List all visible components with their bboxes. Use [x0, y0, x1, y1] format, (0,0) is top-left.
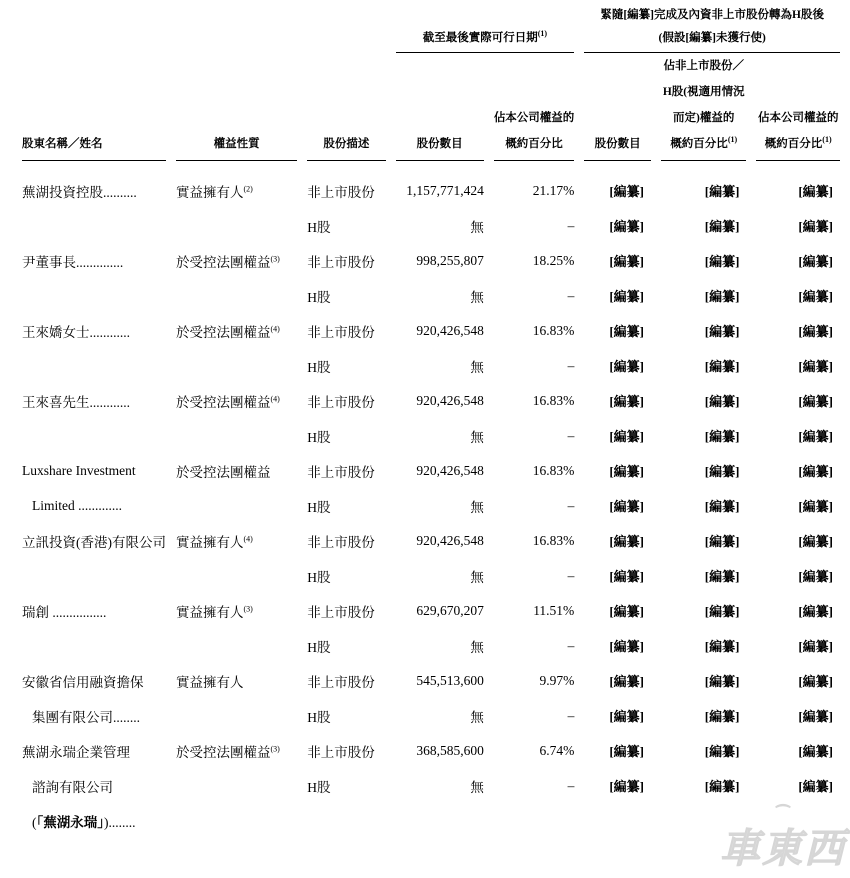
- cell-post-pct-total: [編纂]: [798, 674, 833, 689]
- cell-share-count: 無: [470, 219, 484, 235]
- cell-post-share-count: [編纂]: [609, 779, 645, 794]
- col-header-share-count-post: 股份數目: [584, 53, 651, 161]
- cell-post-share-count: [編纂]: [609, 744, 645, 759]
- cell-post-pct-class: [編纂]: [704, 709, 740, 724]
- cell-post-pct-class: [編纂]: [704, 499, 740, 514]
- nature-footnote: (4): [243, 534, 253, 543]
- cell-post-share-count: [編纂]: [609, 324, 645, 339]
- cell-share-count: 920,426,548: [416, 462, 484, 478]
- cell-post-pct-class: [編纂]: [704, 324, 740, 339]
- table-row: [22, 803, 840, 838]
- cell-post-share-count: [編纂]: [609, 429, 645, 444]
- cell-shareholder-name: 安徽省信用融資擔保: [22, 674, 144, 690]
- cell-shareholder-name: 諮詢有限公司: [32, 779, 113, 795]
- cell-post-share-count: [編纂]: [609, 184, 645, 199]
- table-row: [22, 348, 840, 383]
- cell-shareholder-name: (「蕪湖永瑞」)........: [32, 814, 136, 830]
- col-header-pct-total-post: 佔本公司權益的 概約百分比$^{(1)}$: [756, 53, 840, 161]
- table-row: [22, 208, 840, 243]
- cell-post-pct-class: [編纂]: [704, 674, 740, 689]
- cell-share-description: [307, 803, 385, 838]
- cell-share-description: H股: [307, 499, 331, 515]
- cell-share-description: 非上市股份: [307, 674, 375, 690]
- cell-post-share-count: [編纂]: [609, 464, 645, 479]
- watermark-text: 車東西: [720, 826, 846, 871]
- cell-shareholder-name: 蕪湖永瑞企業管理: [22, 744, 130, 760]
- cell-shareholder-name: [22, 628, 166, 663]
- pct-class-footnote: (1): [727, 135, 738, 145]
- cell-nature-of-interest: [176, 558, 297, 593]
- cell-nature-of-interest: [176, 348, 297, 383]
- cell-post-share-count: [編纂]: [609, 639, 645, 654]
- cell-pct: 6.74%: [539, 742, 575, 758]
- table-row: [22, 558, 840, 593]
- cell-nature-of-interest: [176, 803, 297, 838]
- cell-post-share-count: [編纂]: [609, 254, 645, 269]
- cell-nature-of-interest: [176, 628, 297, 663]
- nature-footnote: (3): [270, 254, 280, 263]
- cell-post-pct-class: [編纂]: [704, 289, 740, 304]
- cell-share-count: 無: [470, 639, 484, 655]
- cell-post-pct-total: [編纂]: [798, 639, 833, 654]
- cell-nature-of-interest: 於受控法團權益$^{(3)}$: [176, 744, 280, 760]
- cell-post-pct-total: [編纂]: [798, 709, 833, 724]
- cell-share-description: 非上市股份: [307, 604, 375, 620]
- cell-pct: 16.83%: [532, 392, 575, 408]
- cell-pct: –: [567, 777, 575, 793]
- cell-post-pct-total: [編纂]: [798, 254, 833, 269]
- cell-post-share-count: [編纂]: [609, 219, 645, 234]
- cell-share-count: 920,426,548: [416, 392, 484, 408]
- cell-post-pct-total: [編纂]: [798, 569, 833, 584]
- col-header-pct-class-post: 佔非上市股份／ H股(視適用情況 而定)權益的 概約百分比$^{(1)}$: [661, 53, 746, 161]
- cell-post-share-count: [編纂]: [609, 709, 645, 724]
- cell-post-pct-class: [編纂]: [704, 464, 740, 479]
- cell-pct: –: [567, 217, 575, 233]
- cell-share-count: 920,426,548: [416, 532, 484, 548]
- cell-share-description: H股: [307, 639, 331, 655]
- cell-pct: 16.83%: [532, 462, 575, 478]
- cell-post-pct-class: [編纂]: [704, 534, 740, 549]
- cell-post-pct-total: [編纂]: [798, 289, 833, 304]
- cell-share-count: 無: [470, 289, 484, 305]
- cell-shareholder-name: [22, 278, 166, 313]
- cell-share-count: 998,255,807: [416, 252, 484, 268]
- cell-share-description: H股: [307, 359, 331, 375]
- cell-nature-of-interest: [176, 698, 297, 733]
- shareholding-table: [12, 4, 850, 838]
- nature-footnote: (4): [270, 324, 280, 333]
- cell-pct: –: [567, 427, 575, 443]
- group-header-current-footnote: (1): [537, 29, 548, 39]
- group-header-post-line2: (假設[編纂]未獲行使): [658, 32, 766, 44]
- col-header-shareholder-name: 股東名稱／姓名: [22, 53, 166, 161]
- table-row: [22, 383, 840, 418]
- cell-share-count: 1,157,771,424: [406, 182, 484, 198]
- cell-shareholder-name: 瑞創 ................: [22, 604, 107, 620]
- cell-shareholder-name: 集團有限公司........: [32, 709, 140, 725]
- cell-share-description: H股: [307, 429, 331, 445]
- col-header-share-count-current: 股份數目: [396, 53, 484, 161]
- pct-total-footnote: (1): [822, 135, 832, 145]
- cell-post-pct-total: [編纂]: [798, 359, 833, 374]
- cell-share-description: 非上市股份: [307, 744, 375, 760]
- cell-shareholder-name: 立訊投資(香港)有限公司: [22, 534, 166, 550]
- cell-nature-of-interest: 實益擁有人$^{(2)}$: [176, 184, 253, 200]
- cell-post-pct-class: [編纂]: [704, 359, 740, 374]
- cell-post-share-count: [編纂]: [609, 569, 645, 584]
- cell-shareholder-name: 蕪湖投資控股..........: [22, 184, 137, 200]
- group-header-post-line1: 緊隨[編纂]完成及內資非上市股份轉為H股後: [600, 9, 824, 21]
- cell-post-pct-total: [編纂]: [798, 219, 833, 234]
- cell-post-pct-class: [編纂]: [704, 394, 740, 409]
- cell-nature-of-interest: [176, 488, 297, 523]
- table-row: [22, 453, 840, 488]
- cell-post-pct-class: [編纂]: [704, 779, 740, 794]
- cell-pct: –: [567, 497, 575, 513]
- cell-nature-of-interest: 實益擁有人$^{(3)}$: [176, 604, 253, 620]
- table-row: [22, 243, 840, 278]
- cell-pct: –: [567, 637, 575, 653]
- cell-share-description: 非上市股份: [307, 534, 375, 550]
- group-header-current: [396, 4, 575, 53]
- cell-pct: 18.25%: [532, 252, 575, 268]
- cell-post-share-count: [編纂]: [609, 674, 645, 689]
- cell-post-share-count: [584, 803, 651, 838]
- cell-nature-of-interest: [176, 278, 297, 313]
- cell-shareholder-name: Luxshare Investment: [22, 462, 136, 478]
- cell-share-count: 無: [470, 569, 484, 585]
- table-row: [22, 278, 840, 313]
- cell-share-count: 無: [470, 429, 484, 445]
- table-row: [22, 523, 840, 558]
- cell-post-pct-total: [編纂]: [798, 429, 833, 444]
- cell-post-pct-total: [編纂]: [798, 499, 833, 514]
- cell-share-count: 無: [470, 359, 484, 375]
- cell-pct: 16.83%: [532, 532, 575, 548]
- table-row: [22, 593, 840, 628]
- nature-footnote: (4): [270, 394, 280, 403]
- cell-nature-of-interest: 於受控法團權益$^{(4)}$: [176, 394, 280, 410]
- cell-share-count: 920,426,548: [416, 322, 484, 338]
- cell-post-pct-total: [編纂]: [798, 394, 833, 409]
- table-header: [22, 4, 840, 161]
- col-header-share-description: 股份描述: [307, 53, 385, 161]
- cell-post-share-count: [編纂]: [609, 499, 645, 514]
- cell-post-pct-class: [編纂]: [704, 569, 740, 584]
- cell-share-description: H股: [307, 569, 331, 585]
- cell-pct: 11.51%: [533, 602, 575, 618]
- cell-share-description: H股: [307, 289, 331, 305]
- cell-share-count: 629,670,207: [416, 602, 484, 618]
- cell-post-pct-class: [編纂]: [704, 254, 740, 269]
- table-body: [22, 161, 840, 838]
- cell-shareholder-name: [22, 348, 166, 383]
- cell-post-pct-total: [編纂]: [798, 604, 833, 619]
- cell-pct: 16.83%: [532, 322, 575, 338]
- cell-post-share-count: [編纂]: [609, 534, 645, 549]
- table-row: [22, 663, 840, 698]
- cell-nature-of-interest: 實益擁有人: [176, 674, 244, 690]
- cell-shareholder-name: 王來喜先生............: [22, 394, 130, 410]
- cell-post-pct-total: [編纂]: [798, 744, 833, 759]
- cell-share-description: 非上市股份: [307, 394, 375, 410]
- cell-nature-of-interest: [176, 768, 297, 803]
- col-header-pct-current: 佔本公司權益的 概約百分比: [494, 53, 575, 161]
- cell-post-pct-class: [編纂]: [704, 744, 740, 759]
- cell-share-count: 368,585,600: [416, 742, 484, 758]
- cell-post-pct-class: [編纂]: [704, 429, 740, 444]
- cell-pct: –: [567, 357, 575, 373]
- cell-share-description: 非上市股份: [307, 254, 375, 270]
- cell-nature-of-interest: [176, 208, 297, 243]
- cell-pct: –: [567, 567, 575, 583]
- cell-nature-of-interest: [176, 418, 297, 453]
- cell-shareholder-name: [22, 208, 166, 243]
- cell-post-share-count: [編纂]: [609, 289, 645, 304]
- cell-post-pct-total: [編纂]: [798, 534, 833, 549]
- table-row: [22, 768, 840, 803]
- table-row: [22, 698, 840, 733]
- table-row: [22, 313, 840, 348]
- cell-post-share-count: [編纂]: [609, 394, 645, 409]
- nature-footnote: (3): [270, 744, 280, 753]
- cell-post-pct-class: [編纂]: [704, 639, 740, 654]
- cell-share-description: H股: [307, 779, 331, 795]
- group-header-current-label: 截至最後實際可行日期: [422, 32, 538, 44]
- cell-pct: –: [567, 287, 575, 303]
- cell-pct: 9.97%: [539, 672, 575, 688]
- cell-share-description: H股: [307, 219, 331, 235]
- cell-nature-of-interest: 實益擁有人$^{(4)}$: [176, 534, 253, 550]
- cell-share-count: 545,513,600: [416, 672, 484, 688]
- col-header-nature-of-interest: 權益性質: [176, 53, 297, 161]
- table-row: [22, 628, 840, 663]
- table-row: [22, 161, 840, 208]
- cell-pct: 21.17%: [532, 182, 575, 198]
- cell-shareholder-name: [22, 558, 166, 593]
- cell-pct: [494, 803, 575, 838]
- header-spacer: [22, 4, 386, 53]
- cell-post-pct-total: [編纂]: [798, 464, 833, 479]
- table-row: [22, 488, 840, 523]
- cell-post-share-count: [編纂]: [609, 604, 645, 619]
- table-row: [22, 418, 840, 453]
- cell-shareholder-name: Limited .............: [32, 497, 122, 513]
- cell-post-pct-class: [編纂]: [704, 219, 740, 234]
- cell-share-count: 無: [470, 779, 484, 795]
- cell-share-description: H股: [307, 709, 331, 725]
- cell-shareholder-name: 尹董事長..............: [22, 254, 124, 270]
- cell-post-pct-total: [編纂]: [798, 324, 833, 339]
- watermark-antenna-icon: ⌒: [776, 806, 790, 821]
- cell-post-share-count: [編纂]: [609, 359, 645, 374]
- cell-post-pct-class: [編纂]: [704, 604, 740, 619]
- cell-post-pct-class: [編纂]: [704, 184, 740, 199]
- nature-footnote: (2): [243, 184, 253, 193]
- cell-nature-of-interest: 於受控法團權益$^{(3)}$: [176, 254, 280, 270]
- cell-nature-of-interest: 於受控法團權益: [176, 464, 271, 480]
- cell-share-description: 非上市股份: [307, 184, 375, 200]
- cell-post-pct-total: [編纂]: [798, 779, 833, 794]
- cell-share-count: [396, 803, 484, 838]
- cell-share-count: 無: [470, 499, 484, 515]
- cell-post-pct-total: [編纂]: [798, 184, 833, 199]
- cell-shareholder-name: [22, 418, 166, 453]
- watermark-logo: [720, 806, 846, 874]
- cell-share-description: 非上市股份: [307, 464, 375, 480]
- cell-shareholder-name: 王來嬌女士............: [22, 324, 130, 340]
- cell-nature-of-interest: 於受控法團權益$^{(4)}$: [176, 324, 280, 340]
- table-row: [22, 733, 840, 768]
- cell-share-description: 非上市股份: [307, 324, 375, 340]
- cell-pct: –: [567, 707, 575, 723]
- nature-footnote: (3): [243, 604, 253, 613]
- group-header-post: [584, 4, 840, 53]
- cell-share-count: 無: [470, 709, 484, 725]
